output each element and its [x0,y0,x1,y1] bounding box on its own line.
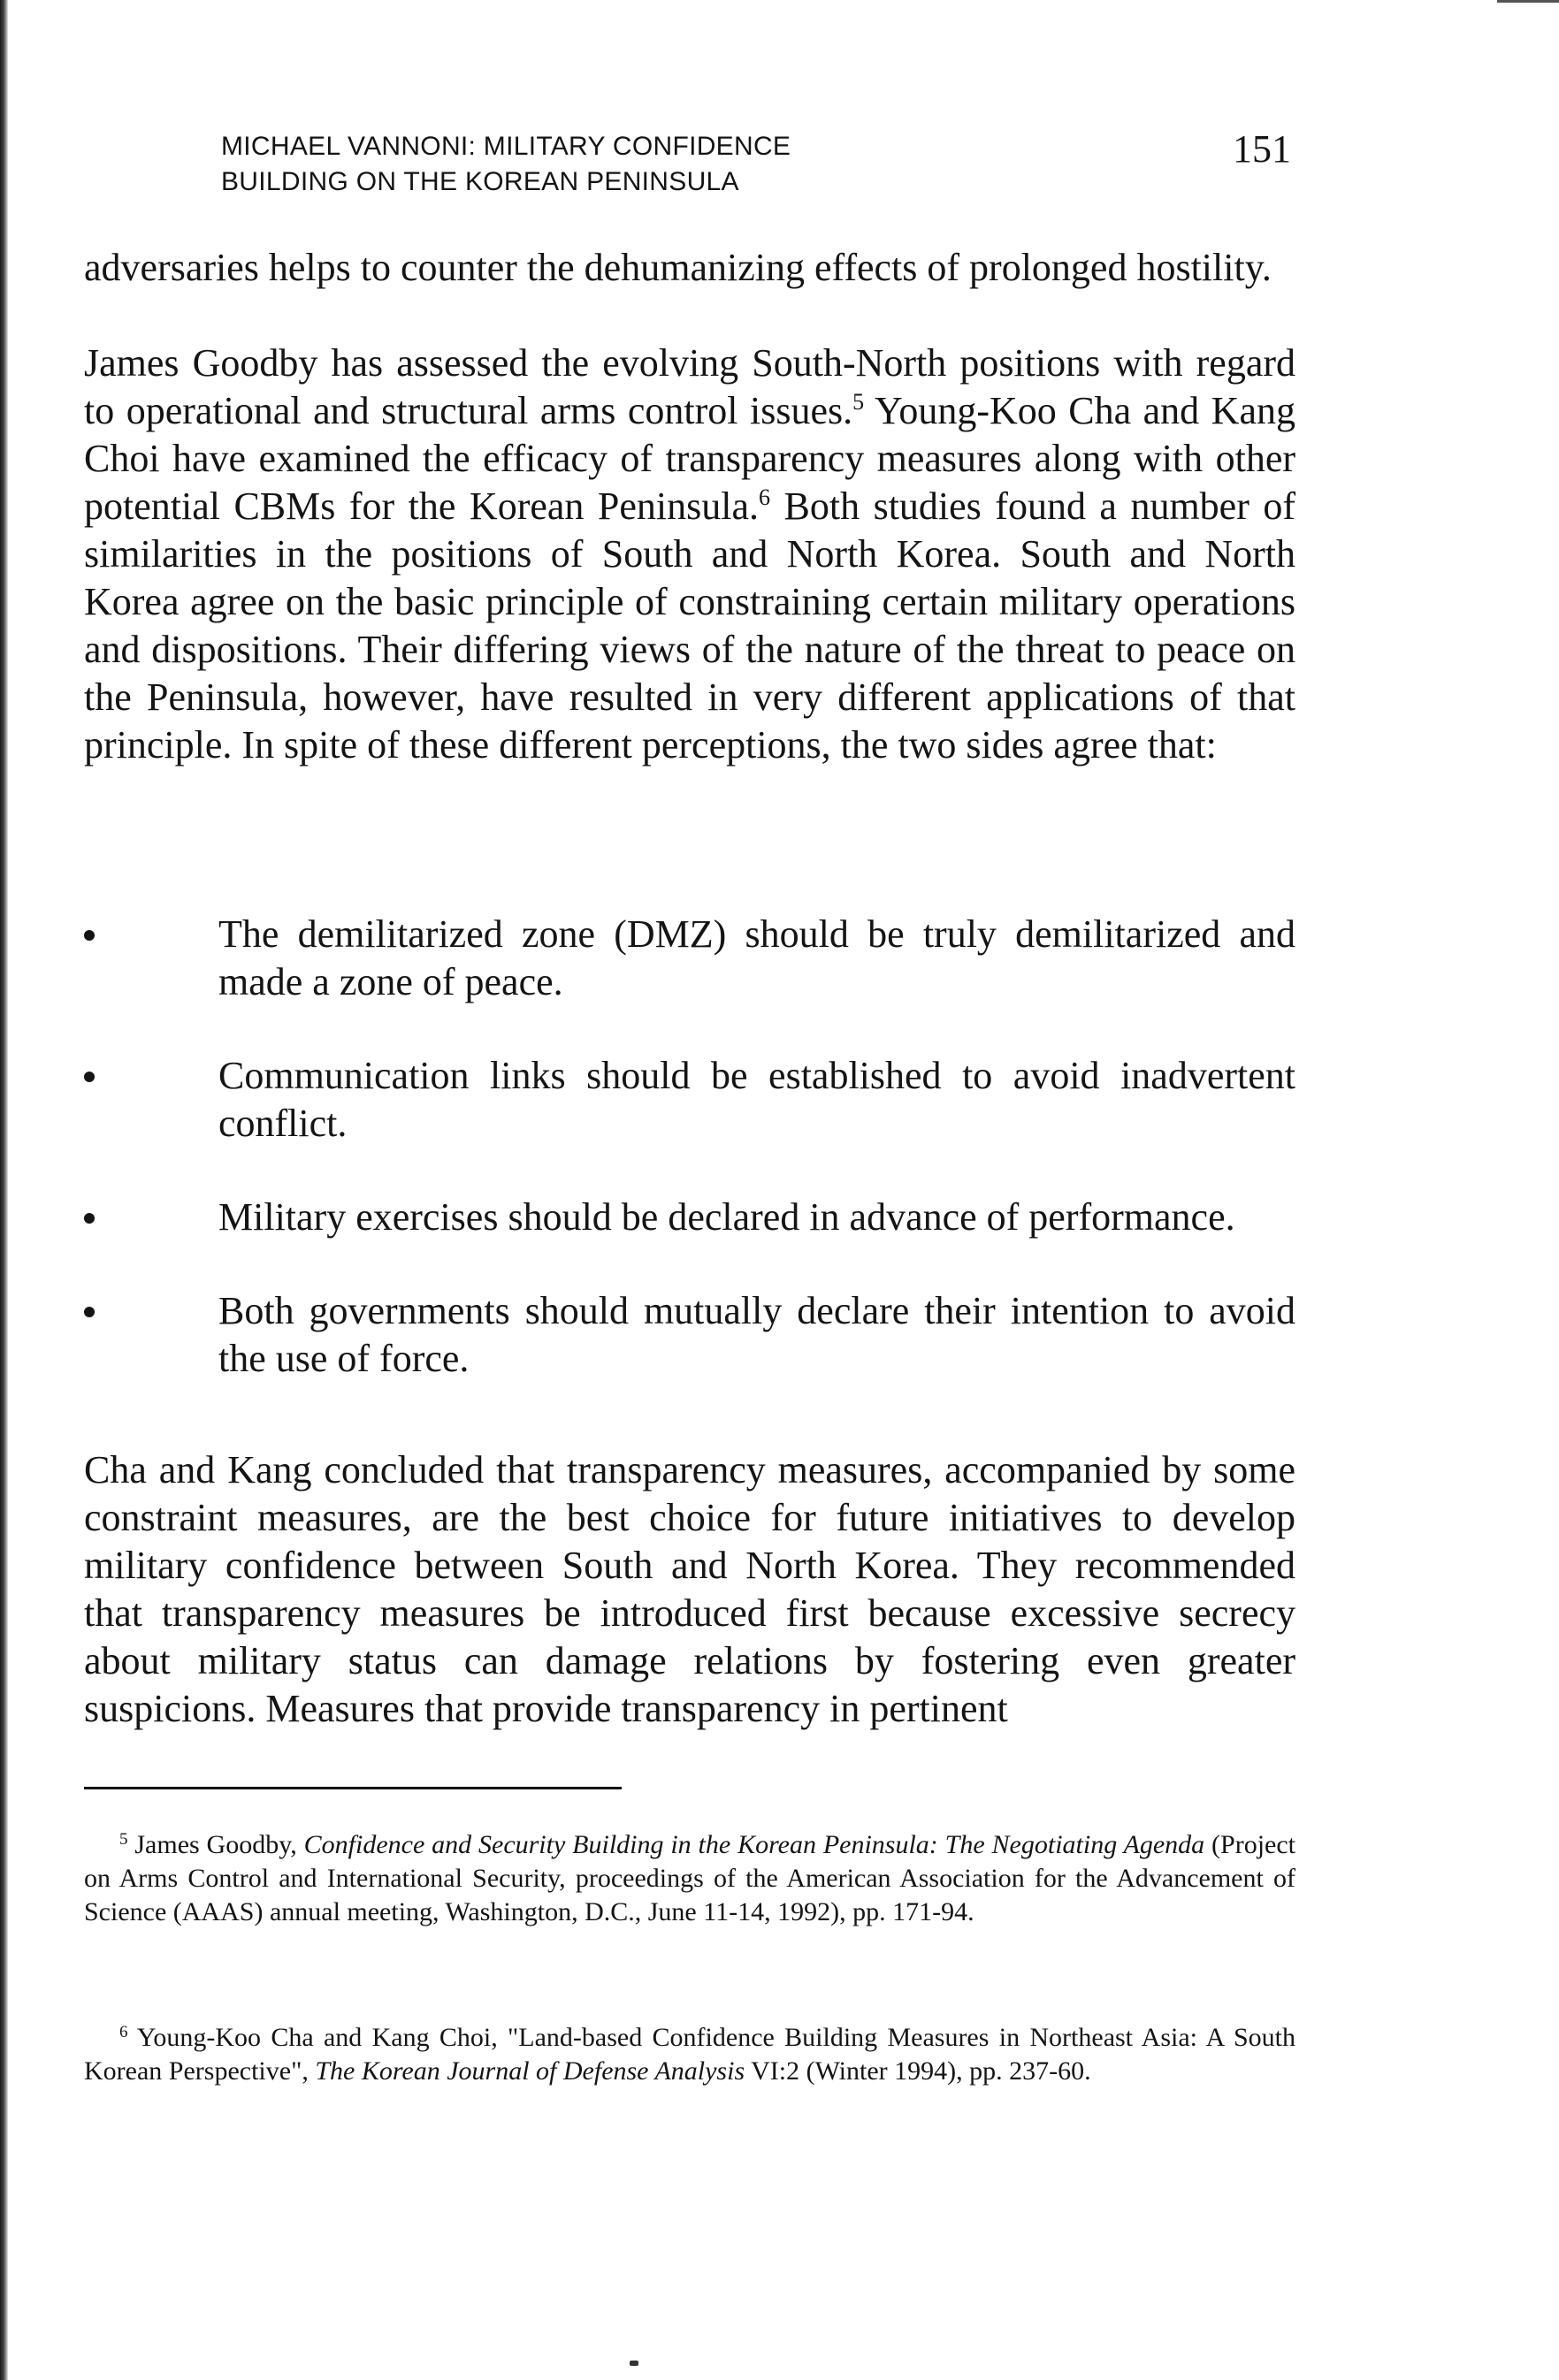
footnote-author: James Goodby, [134,1830,304,1859]
list-item-text: Military exercises should be declared in advance of performance. [218,1195,1235,1239]
scan-edge [0,0,8,2380]
list-item [84,1052,1295,1148]
bullet-dot-icon [84,1307,95,1317]
list-item-text: Both governments should mutually declare their intention to avoid the use of force. [218,1289,1295,1380]
footnote-author: Young-Koo Cha and Kang Choi, "Land-based Confidence Building Measures in Northeast Asia: A South Korean Perspective", [84,2023,1295,2086]
paragraph-text-part: James Goodby has assessed the evolving South-North positions with regard to operational and structural arms control issues. [84,341,1295,432]
list-item-text: Communication links should be established to avoid inadvertent conflict. [218,1054,1295,1145]
bullet-dot-icon [84,930,95,941]
footnote-number: 6 [119,2023,128,2041]
paragraph-text: adversaries helps to counter the dehumanizing effects of prolonged hostility. [84,246,1272,289]
paragraph-text: Cha and Kang concluded that transparency measures, accompanied by some constraint measures, are the best choice for future initiatives to develop military confidence between South and North Korea. They recommended that transparency measures be introduced first because excessive secrecy about military status can damage relations by fostering even greater suspicions. Measures that provide transparency in pertinent [84,1448,1295,1730]
bullet-dot-icon [84,1072,95,1082]
paragraph-cha-kang [84,1446,1295,1733]
footnote-6 [84,2021,1295,2088]
list-item-text: The demilitarized zone (DMZ) should be truly demilitarized and made a zone of peace. [218,912,1295,1003]
footnote-details: VI:2 (Winter 1994), pp. 237-60. [745,2056,1091,2086]
page-number: 151 [1233,127,1291,171]
scan-corner-mark [1497,0,1559,3]
list-item [84,911,1295,1006]
footnote-title: The Korean Journal of Defense Analysis [315,2056,745,2086]
footnote-ref-6[interactable]: 6 [759,484,771,510]
footnote-title: Confidence and Security Building in the Korean Peninsula: The Negotiating Agenda [303,1830,1205,1859]
list-item [84,1287,1295,1383]
scan-speck [630,2361,638,2366]
agreement-list [84,911,1295,1383]
running-head-author-line: MICHAEL VANNONI: MILITARY CONFIDENCE [221,132,791,161]
running-head [221,129,791,200]
paragraph-continued [84,244,1295,292]
bullet-dot-icon [84,1213,95,1224]
paragraph-goodby [84,339,1295,769]
list-item [84,1194,1295,1241]
paragraph-text-part: Both studies found a number of similarities in the positions of South and North Korea. South and North Korea agree on the basic principle of constraining certain military operations and dispositions. Their differing views of the nature of the threat to peace on the Peninsula, however, have resulted in very different applications of that principle. In spite of these different perceptions, the two sides agree that: [84,484,1296,767]
footnote-5 [84,1828,1295,1929]
running-head-title-line: BUILDING ON THE KOREAN PENINSULA [221,167,739,196]
footnote-number: 5 [119,1830,128,1849]
footnote-details: (Project on Arms Control and International Security, proceedings of the American Association for the Advancement of Science (AAAS) annual meeting, Washington, D.C., June 11-14, 1992), pp. 171-94. [84,1830,1296,1926]
footnote-divider [84,1787,622,1789]
paragraph-text-part: Young-Koo Cha and Kang Choi have examined the efficacy of transparency measures along with other potential CBMs for the Korean Peninsula. [84,389,1295,528]
footnote-ref-5[interactable]: 5 [852,389,865,415]
